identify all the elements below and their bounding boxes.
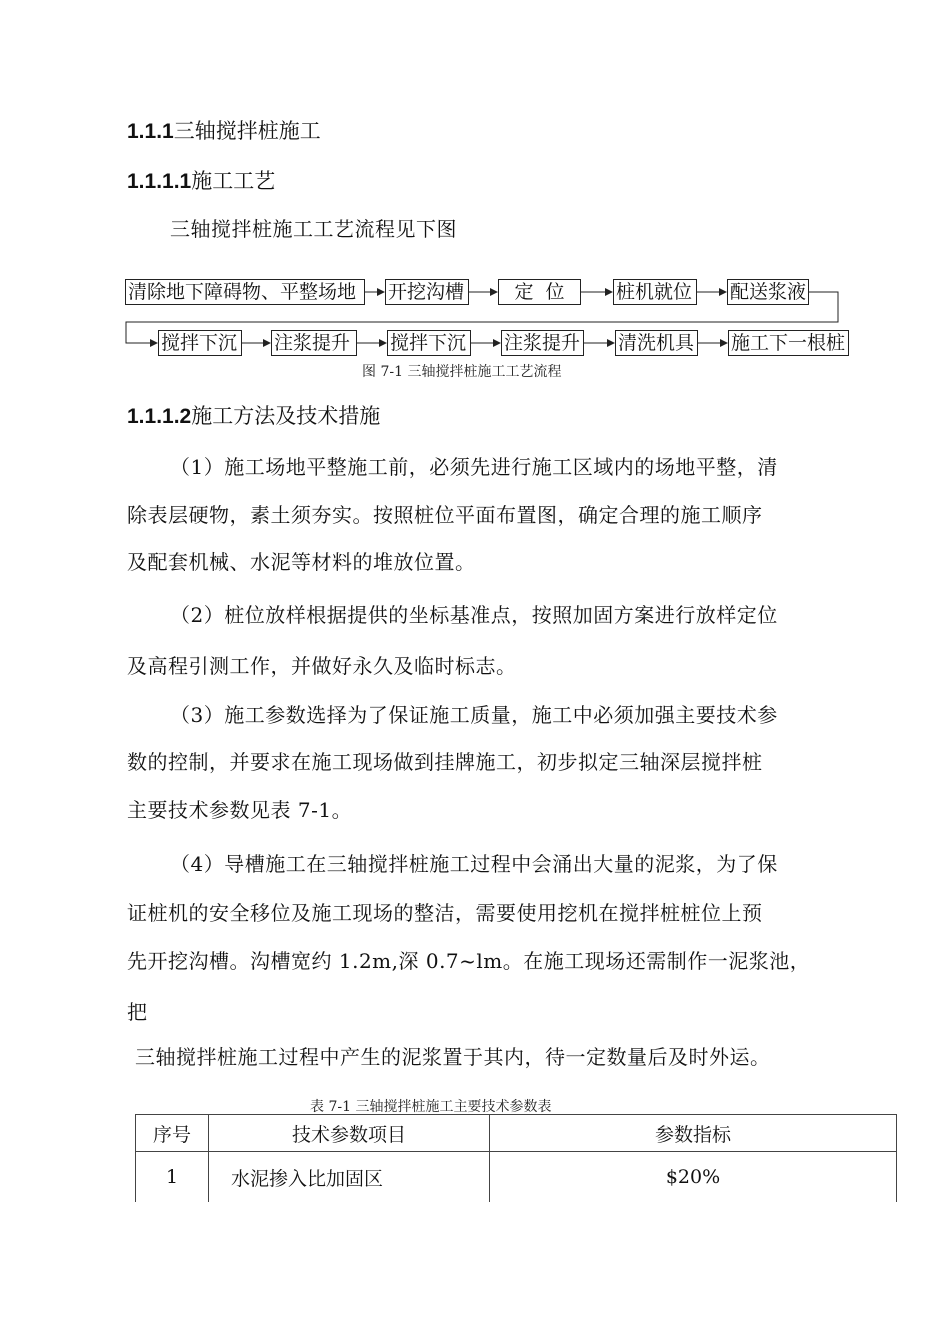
flow-step-mix-sink-1: 搅拌下沉 xyxy=(158,330,242,356)
flow-step-rig-in-place: 桩机就位 xyxy=(613,279,697,305)
table-row xyxy=(136,1152,897,1203)
heading-number: 1.1.1 xyxy=(127,120,174,143)
flow-step-dig-trench: 开挖沟槽 xyxy=(385,279,469,305)
table-cell-index: 1 xyxy=(136,1152,209,1203)
flow-step-next-pile: 施工下一根桩 xyxy=(728,330,849,356)
flow-step-grout-lift-1: 注浆提升 xyxy=(271,330,357,356)
table-cell-value: $20% xyxy=(490,1152,897,1203)
paragraph-line: 把 xyxy=(127,1000,148,1024)
figure-caption: 图 7-1 三轴搅拌桩施工工艺流程 xyxy=(362,364,562,380)
column-header-item: 技术参数项目 xyxy=(209,1115,490,1152)
paragraph-line: （4）导槽施工在三轴搅拌桩施工过程中会涌出大量的泥浆，为了保 xyxy=(170,852,778,876)
paragraph-line: 数的控制，并要求在施工现场做到挂牌施工，初步拟定三轴深层搅拌桩 xyxy=(127,750,763,774)
paragraph-line: 主要技术参数见表 7-1。 xyxy=(127,798,353,822)
paragraph-line: 及配套机械、水泥等材料的堆放位置。 xyxy=(127,550,476,574)
table-header-row xyxy=(136,1115,897,1152)
paragraph-line: 及高程引测工作，并做好永久及临时标志。 xyxy=(127,654,517,678)
column-header-index: 序号 xyxy=(136,1115,209,1152)
heading-text: 施工方法及技术措施 xyxy=(191,404,381,428)
table-cell-item: 水泥掺入比加固区 xyxy=(209,1152,490,1203)
paragraph-line: 证桩机的安全移位及施工现场的整洁，需要使用挖机在搅拌桩桩位上预 xyxy=(127,901,763,925)
heading-number: 1.1.1.2 xyxy=(127,405,192,428)
paragraph-line: 三轴搅拌桩施工过程中产生的泥浆置于其内，待一定数量后及时外运。 xyxy=(135,1045,771,1069)
table-caption: 表 7-1 三轴搅拌桩施工主要技术参数表 xyxy=(310,1099,552,1115)
flow-step-positioning: 定 位 xyxy=(498,279,581,305)
paragraph-line: 先开挖沟槽。沟槽宽约 1.2m,深 0.7~lm。在施工现场还需制作一泥浆池， xyxy=(127,949,811,973)
paragraph-line: （3）施工参数选择为了保证施工质量，施工中必须加强主要技术参 xyxy=(170,703,778,727)
flow-step-mix-sink-2: 搅拌下沉 xyxy=(387,330,471,356)
flow-step-grout-lift-2: 注浆提升 xyxy=(501,330,584,356)
parameters-table xyxy=(135,1114,897,1202)
paragraph-line: （2）桩位放样根据提供的坐标基准点，按照加固方案进行放样定位 xyxy=(170,603,778,627)
heading-text: 三轴搅拌桩施工 xyxy=(173,119,321,143)
flow-step-clear-site: 清除地下障碍物、平整场地 xyxy=(125,279,365,305)
heading-number: 1.1.1.1 xyxy=(127,170,192,193)
column-header-value: 参数指标 xyxy=(490,1115,897,1152)
paragraph-line: 除表层硬物，素土须夯实。按照桩位平面布置图，确定合理的施工顺序 xyxy=(127,503,763,527)
section-heading-1-1-1-2 xyxy=(127,400,380,430)
flow-step-deliver-slurry: 配送浆液 xyxy=(727,279,809,305)
flow-step-clean-equipment: 清洗机具 xyxy=(615,330,698,356)
intro-text: 三轴搅拌桩施工工艺流程见下图 xyxy=(170,217,457,241)
heading-text: 施工工艺 xyxy=(191,169,276,193)
paragraph-line: （1）施工场地平整施工前，必须先进行施工区域内的场地平整，清 xyxy=(170,455,778,479)
